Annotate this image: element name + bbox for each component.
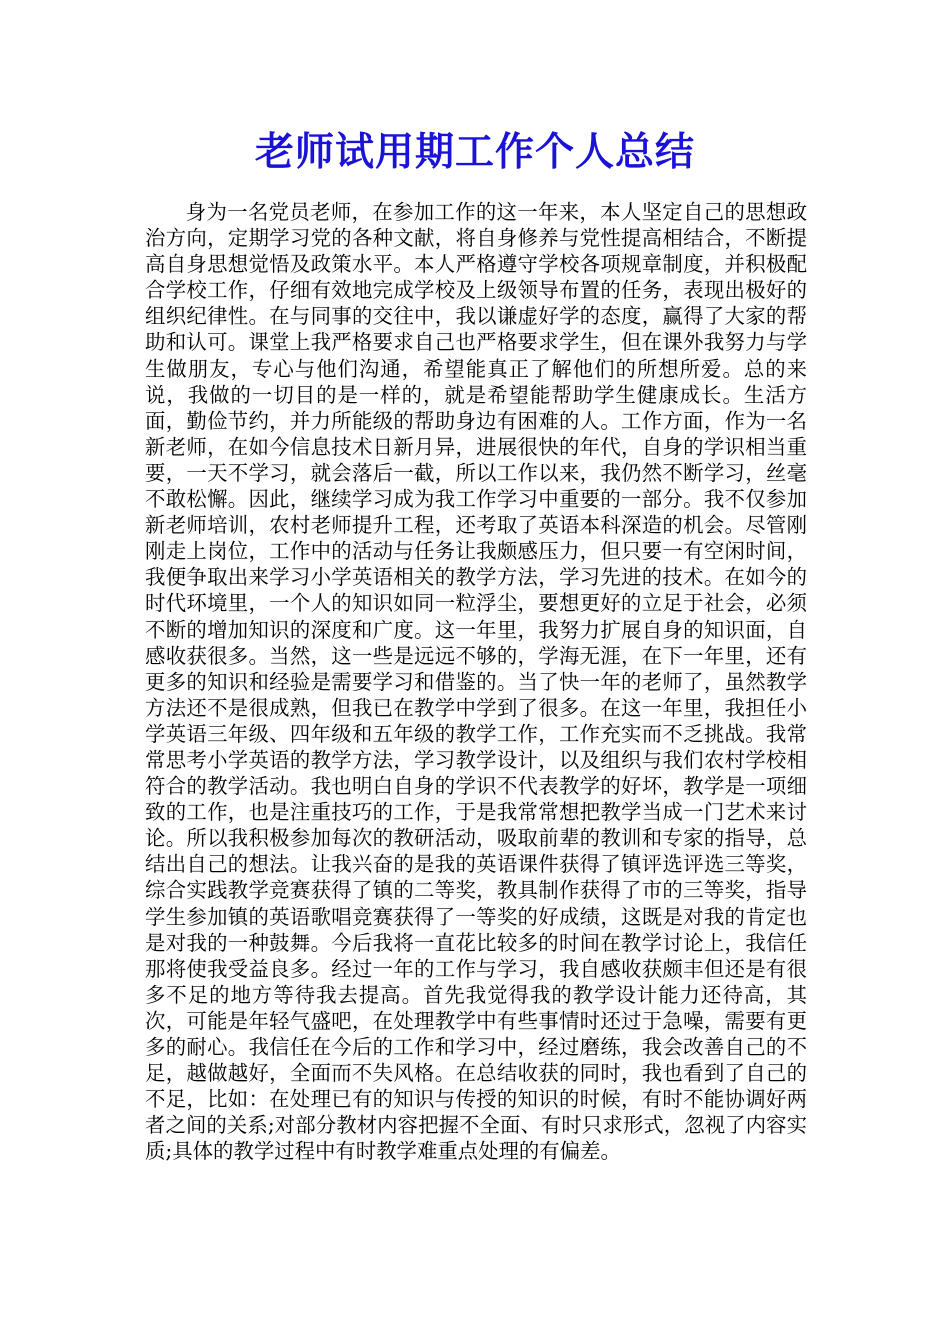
- body-paragraph: 身为一名党员老师，在参加工作的这一年来，本人坚定自己的思想政治方向，定期学习党的各种文献，将自身修养与党性提高相结合，不断提高自身思想觉悟及政策水平。本人严格遵守学校各项规章制度，并积极配合学校工作，仔细有效地完成学校及上级领导布置的任务，表现出极好的组织纪律性。在与同事的交往中，我以谦虚好学的态度，赢得了大家的帮助和认可。课堂上我严格要求自己也严格要求学生，但在课外我努力与学生做朋友，专心与他们沟通，希望能真正了解他们的所想所爱。总的来说，我做的一切目的是一样的，就是希望能帮助学生健康成长。生活方面，勤俭节约，并力所能级的帮助身边有困难的人。工作方面，作为一名新老师，在如今信息技术日新月异，进展很快的年代，自身的学识相当重要，一天不学习，就会落后一截，所以工作以来，我仍然不断学习，丝毫不敢松懈。因此，继续学习成为我工作学习中重要的一部分。我不仅参加新老师培训，农村老师提升工程，还考取了英语本科深造的机会。尽管刚刚走上岗位，工作中的活动与任务让我颇感压力，但只要一有空闲时间，我便争取出来学习小学英语相关的教学方法，学习先进的技术。在如今的时代环境里，一个人的知识如同一粒浮尘，要想更好的立足于社会，必须不断的增加知识的深度和广度。这一年里，我努力扩展自身的知识面，自感收获很多。当然，这一些是远远不够的，学海无涯，在下一年里，还有更多的知识和经验是需要学习和借鉴的。当了快一年的老师了，虽然教学方法还不是很成熟，但我已在教学中学到了很多。在这一年里，我担任小学英语三年级、四年级和五年级的教学工作，工作充实而不乏挑战。我常常思考小学英语的教学方法，学习教学设计，以及组织与我们农村学校相符合的教学活动。我也明白自身的学识不代表教学的好坏，教学是一项细致的工作，也是注重技巧的工作，于是我常常想把教学当成一门艺术来讨论。所以我积极参加每次的教研活动，吸取前辈的教训和专家的指导，总结出自己的想法。让我兴奋的是我的英语课件获得了镇评选评选三等奖，综合实践教学竞赛获得了镇的二等奖，教具制作获得了市的三等奖，指导学生参加镇的英语歌唱竞赛获得了一等奖的好成绩，这既是对我的肯定也是对我的一种鼓舞。今后我将一直花比较多的时间在教学讨论上，我信任那将使我受益良多。经过一年的工作与学习，我自感收获颇丰但还是有很多不足的地方等待我去提高。首先我觉得我的教学设计能力还待高，其次，可能是年轻气盛吧，在处理教学中有些事情时还过于急噪，需要有更多的耐心。我信任在今后的工作和学习中，经过磨练，我会改善自己的不足，越做越好，全面而不失风格。在总结收获的同时，我也看到了自己的不足，比如：在处理已有的知识与传授的知识的时候，有时不能协调好两者之间的关系;对部分教材内容把握不全面、有时只求形式，忽视了内容实质;具体的教学过程中有时教学难重点处理的有偏差。: [145, 200, 807, 1164]
- document-title: 老师试用期工作个人总结: [254, 129, 695, 175]
